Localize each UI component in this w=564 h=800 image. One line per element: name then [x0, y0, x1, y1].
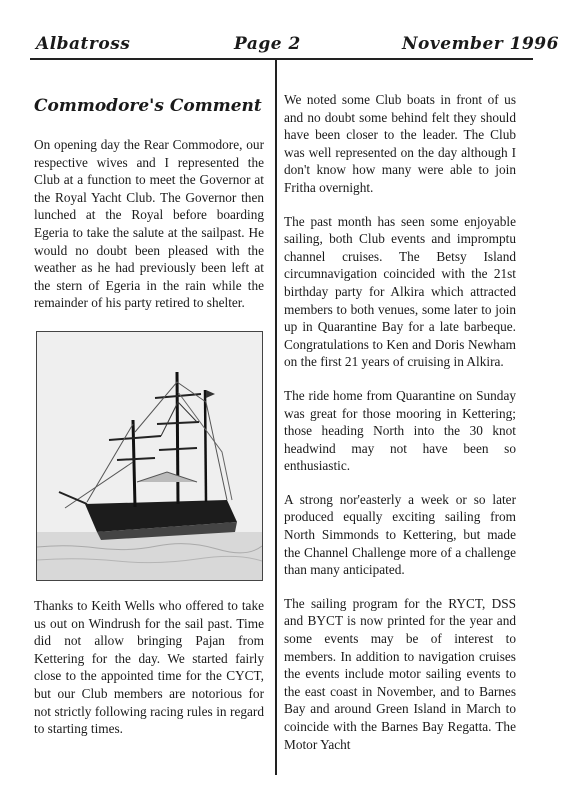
paragraph: The ride home from Quarantine on Sunday was great for those mooring in Kettering; those heading North into the 30 knot headwind may not have been so enthusiastic.: [284, 387, 516, 474]
newsletter-title: Albatross: [36, 34, 131, 54]
left-column-bottom: [34, 597, 264, 754]
page-number: Page 2: [234, 34, 301, 54]
paragraph: The past month has seen some enjoyable sailing, both Club events and impromptu channel cruises. The Betsy Island circumnavigation coincided with the 21st birthday party for Alkira which attracted members to both venues, some later to join up in Quarantine Bay for a late barbeque. Congratulations to Ken and Doris Newham on the first 21 years of cruising in Alkira.: [284, 213, 516, 370]
paragraph: A strong nor'easterly a week or so later produced equally exciting sailing from North Simmonds to Kettering, but made the Channel Challenge more of a challenge than many anticipated.: [284, 491, 516, 578]
issue-date: November 1996: [402, 34, 559, 54]
right-column: [284, 91, 516, 769]
paragraph: The sailing program for the RYCT, DSS and BYCT is now printed for the year and some events may be of interest to members. In addition to navigation cruises the events include motor sailing events to the east coast in November, and to Barnes Bay and around Green Island in March to coincide with the Barnes Bay Regatta. The Motor Yacht: [284, 595, 516, 752]
header-rule: [30, 58, 533, 60]
column-divider: [275, 60, 277, 775]
article-heading: Commodore's Comment: [34, 96, 262, 116]
paragraph: We noted some Club boats in front of us and no doubt some behind felt they should have been closer to the leader. The Club was well represented on the day although I don't know how many were able to join Fritha overnight.: [284, 92, 516, 195]
ship-illustration: [37, 332, 262, 580]
paragraph: On opening day the Rear Commodore, our respective wives and I represented the Club at a function to meet the Governor at the Royal Yacht Club. The Governor then lunched at the Royal before boarding Egeria to take the salute at the sailpast. He would no doubt been pleased with the weather as he had previously been left at the stern of Egeria in the rain while the remainder of his party retired to shelter.: [34, 137, 264, 311]
paragraph: Thanks to Keith Wells who offered to take us out on Windrush for the sail past. Time did not allow bringing Pajan from Kettering for the day. We started fairly close to the appointed time for the CYCT, but our Club members are notorious for not strictly following racing rules in regard to starting times.: [34, 598, 264, 737]
left-column-top: [34, 136, 264, 328]
tall-ship-photo: [36, 331, 263, 581]
